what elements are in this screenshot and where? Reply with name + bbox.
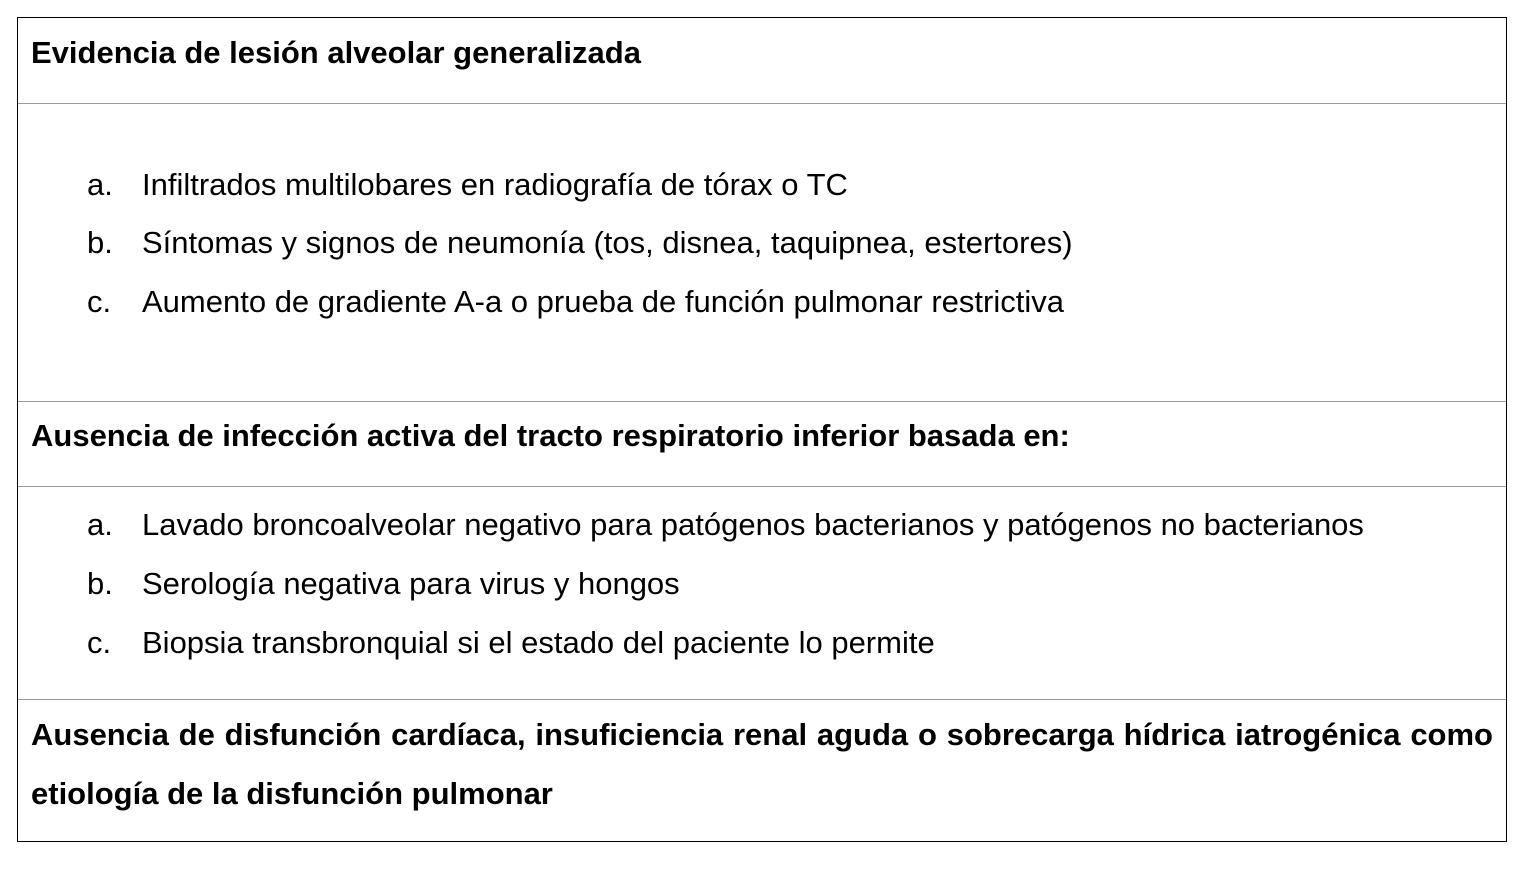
section-heading: Ausencia de infección activa del tracto respiratorio inferior basada en: [31, 418, 1070, 453]
list-item-text: Lavado broncoalveolar negativo para patógenos bacterianos y patógenos no bacterianos [142, 507, 1364, 542]
criteria-table [17, 17, 1507, 842]
list-item-text: Biopsia transbronquial si el estado del paciente lo permite [142, 625, 935, 660]
list-item [18, 282, 1506, 322]
list-item [18, 564, 1506, 604]
list-item [18, 223, 1506, 263]
section-list-row [18, 487, 1506, 700]
list-marker: a. [87, 167, 113, 202]
section-heading: Ausencia de disfunción cardíaca, insuficiencia renal aguda o sobrecarga hídrica iatrogénica como etiología de la disfunción pulmonar [31, 717, 1493, 811]
section-heading: Evidencia de lesión alveolar generalizada [31, 35, 641, 70]
list-item-text: Infiltrados multilobares en radiografía de tórax o TC [142, 167, 848, 202]
list-marker: b. [87, 225, 113, 260]
section-heading-row [18, 18, 1506, 104]
list-item-text: Síntomas y signos de neumonía (tos, disnea, taquipnea, estertores) [142, 225, 1073, 260]
list-item [18, 505, 1506, 545]
list-marker: a. [87, 507, 113, 542]
list-item [18, 165, 1506, 205]
section-heading-row [18, 402, 1506, 487]
section-list-row [18, 104, 1506, 402]
list-marker: b. [87, 566, 113, 601]
list-marker: c. [87, 284, 112, 319]
list-item-text: Serología negativa para virus y hongos [142, 566, 680, 601]
section-heading-row [18, 700, 1506, 841]
list-marker: c. [87, 625, 112, 660]
list-item [18, 623, 1506, 663]
list-item-text: Aumento de gradiente A-a o prueba de función pulmonar restrictiva [142, 284, 1064, 319]
